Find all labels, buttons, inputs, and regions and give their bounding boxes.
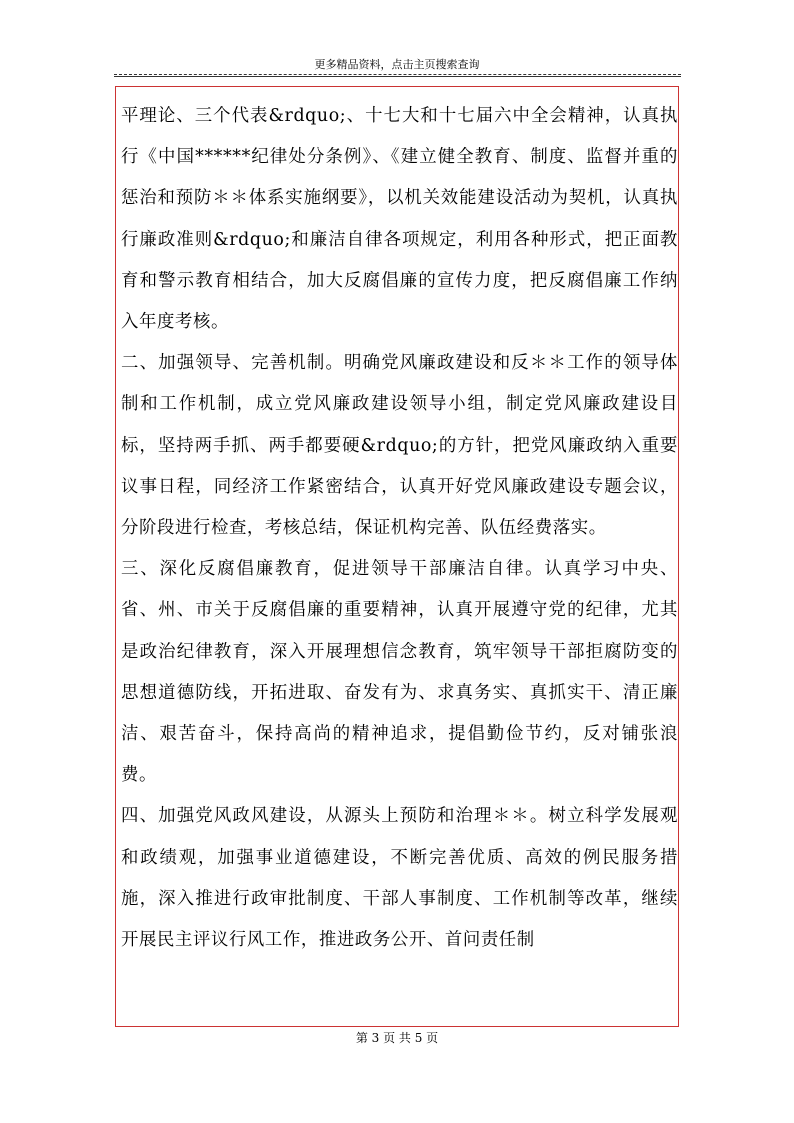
page-header: 更多精品资料，点击主页搜索查询 [314,58,480,71]
paragraph-continuation: 平理论、三个代表&rdquo;、十七大和十七届六中全会精神，认真执行《中国******纪律处分条例》、《建立健全教育、制度、监督并重的惩治和预防＊＊体系实施纲要》，以机关效能建设活动为契机，认真执行廉政准则&rdquo;和廉洁自律各项规定，利用各种形式，把正面教育和警示教育相结合，加大反腐倡廉的宣传力度，把反腐倡廉工作纳入年度考核。 [121,106,678,333]
document-body [121,96,678,961]
header-solid-rule [114,76,681,77]
page-number: 第 3 页 共 5 页 [355,1031,439,1045]
paragraph-section-2: 二、加强领导、完善机制。明确党风廉政建设和反＊＊工作的领导体制和工作机制，成立党风廉政建设领导小组，制定党风廉政建设目标，坚持两手抓、两手都要硬&rdquo;的方针，把党风廉政纳入重要议事日程，同经济工作紧密结合，认真开好党风廉政建设专题会议，分阶段进行检查，考核总结，保证机构完善、队伍经费落实。 [121,353,678,539]
header-dotted-rule [114,74,681,75]
paragraph-section-4: 四、加强党风政风建设，从源头上预防和治理＊＊。树立科学发展观和政绩观，加强事业道德建设，不断完善优质、高效的例民服务措施，深入推进行政审批制度、干部人事制度、工作机制等改革，继续开展民主评议行风工作，推进政务公开、首问责任制 [121,806,678,951]
paragraph-section-3: 三、深化反腐倡廉教育，促进领导干部廉洁自律。认真学习中央、省、州、市关于反腐倡廉的重要精神，认真开展遵守党的纪律，尤其是政治纪律教育，深入开展理想信念教育，筑牢领导干部拒腐防变的思想道德防线，开拓进取、奋发有为、求真务实、真抓实干、清正廉洁、艰苦奋斗，保持高尚的精神追求，提倡勤俭节约，反对铺张浪费。 [121,559,678,786]
